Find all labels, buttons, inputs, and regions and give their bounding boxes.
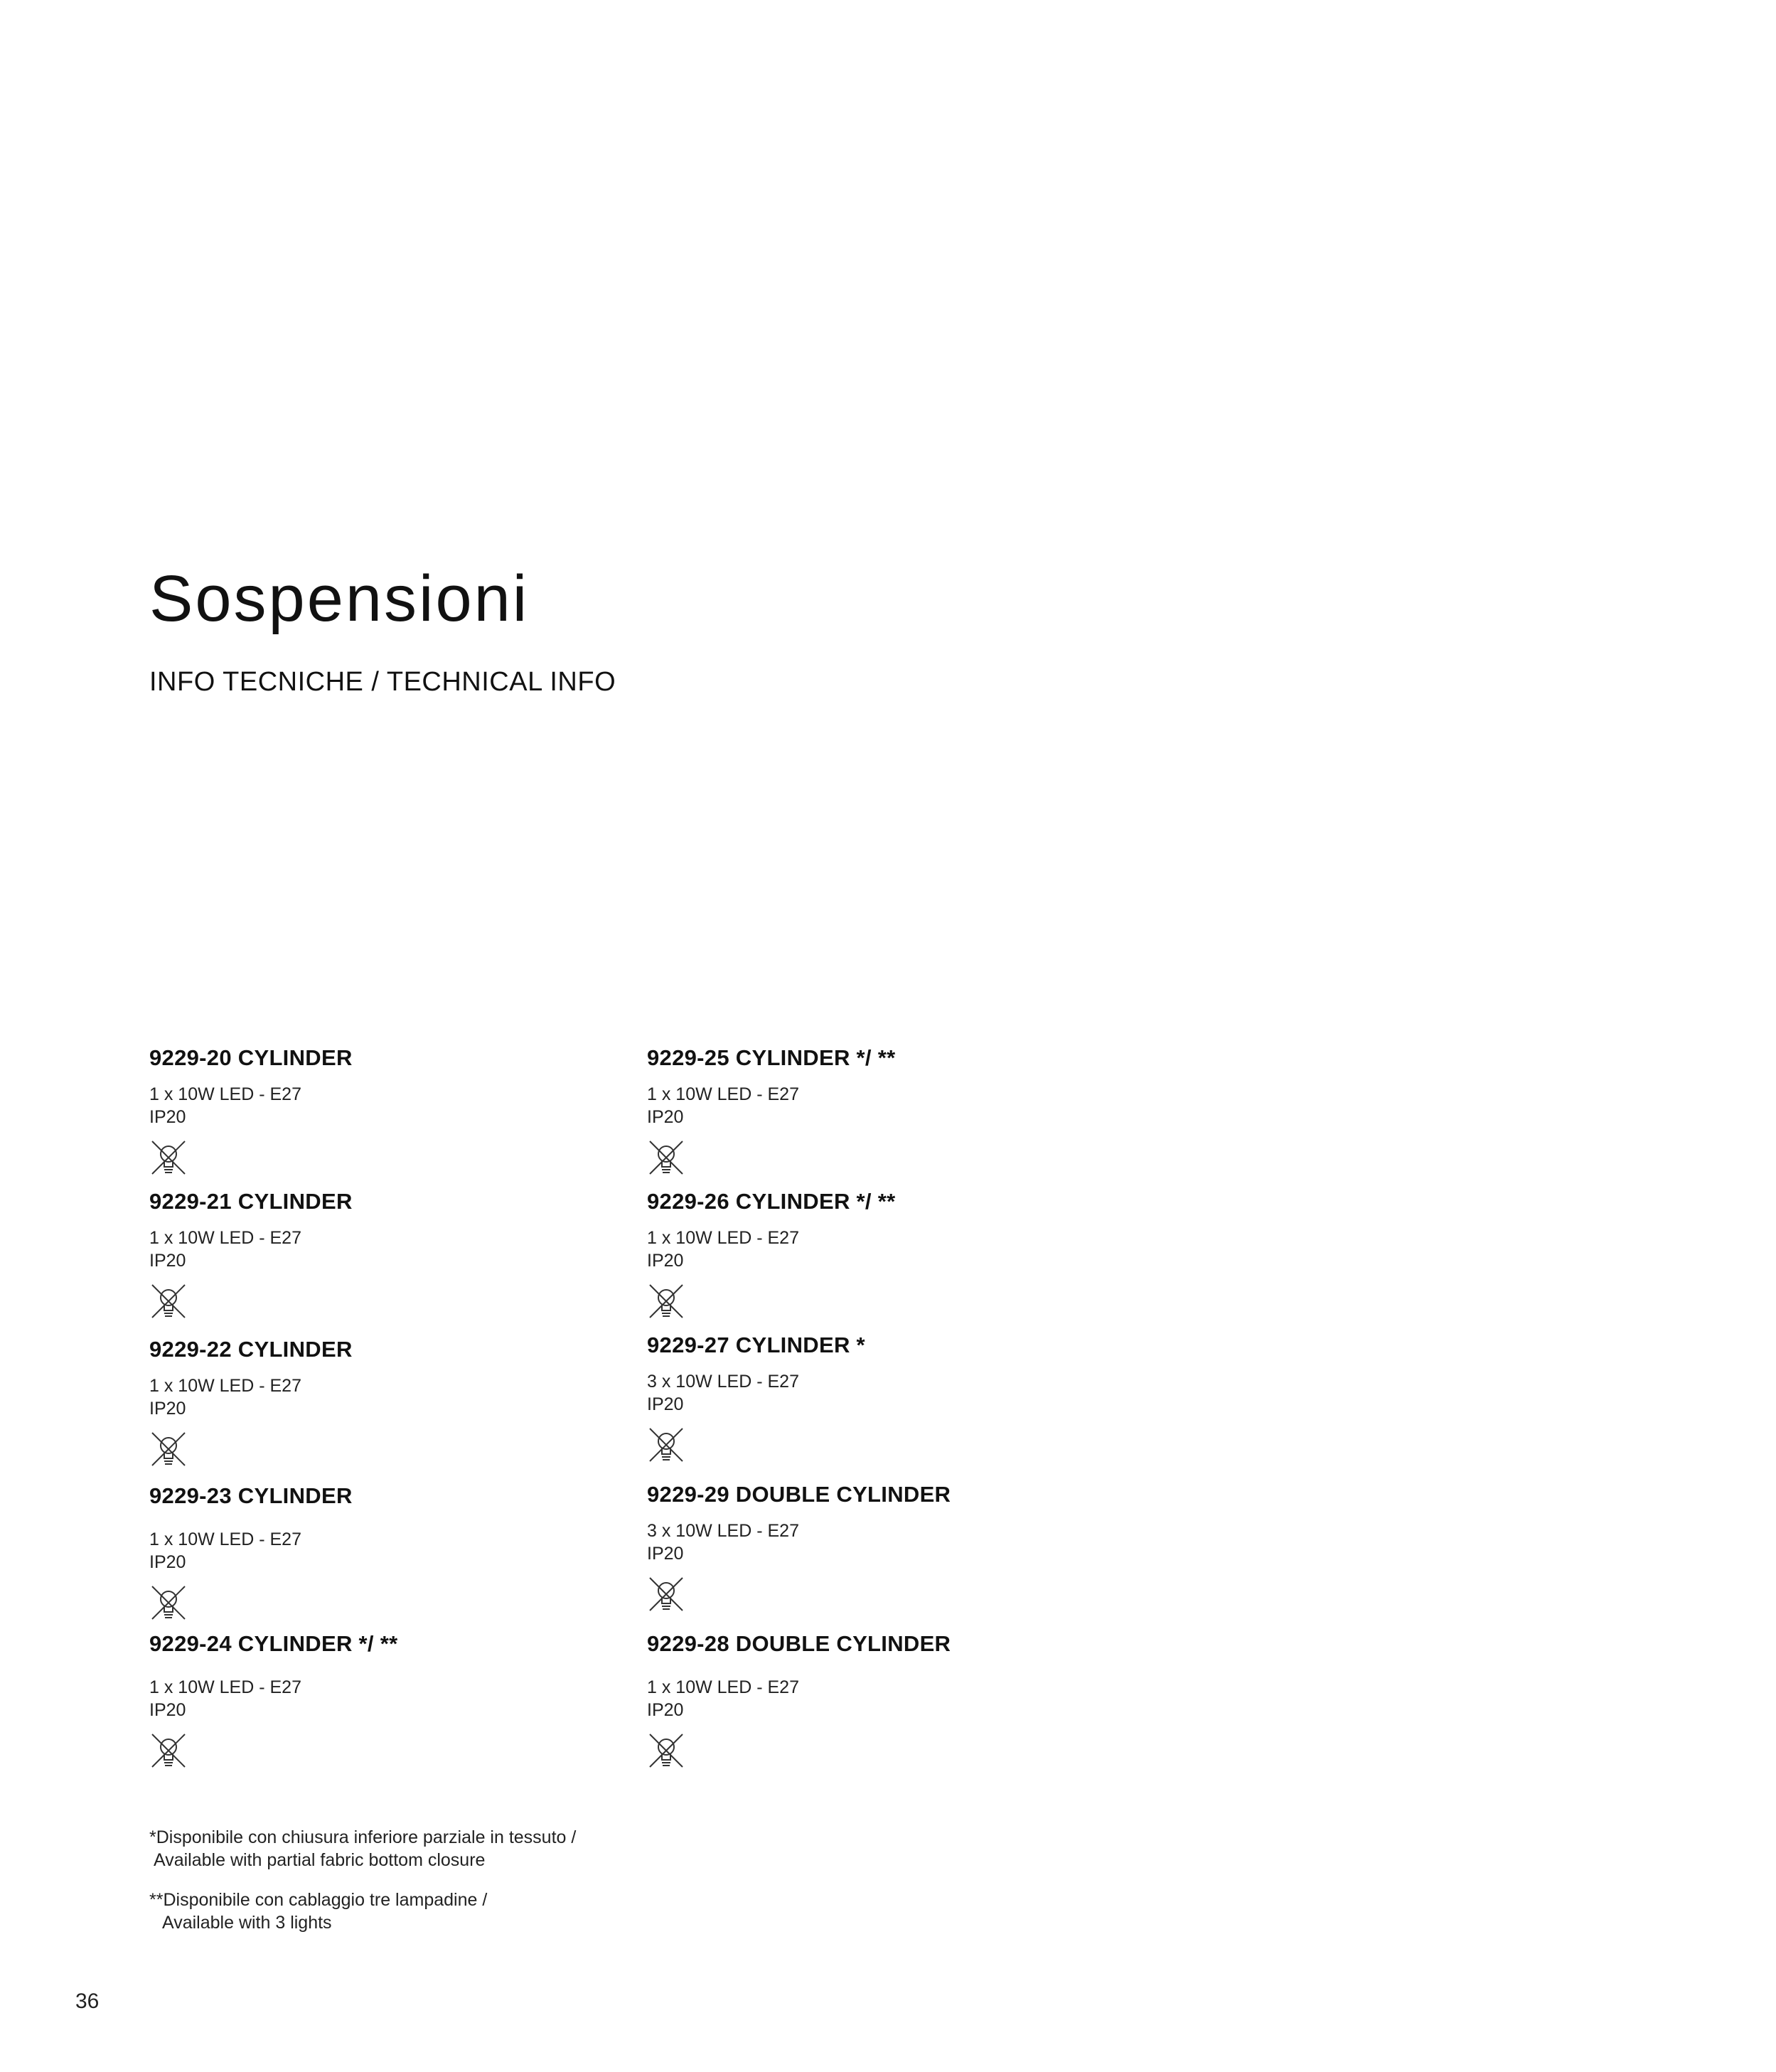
product-power: 1 x 10W LED - E27 [149, 1084, 301, 1104]
product-name: 9229-27 CYLINDER * [647, 1333, 865, 1357]
no-halogen-bulb-icon [149, 1731, 188, 1770]
no-halogen-bulb-icon [647, 1731, 685, 1770]
footnote-line: **Disponibile con cablaggio tre lampadine / [149, 1890, 488, 1910]
product-entry [647, 1334, 1130, 1464]
no-halogen-bulb-icon [647, 1138, 685, 1177]
product-entry [149, 1047, 633, 1177]
product-power: 1 x 10W LED - E27 [149, 1228, 301, 1248]
footnote-line: Available with 3 lights [162, 1913, 332, 1933]
footnotes [149, 1826, 789, 1951]
product-power: 1 x 10W LED - E27 [647, 1228, 799, 1248]
product-name: 9229-21 CYLINDER [149, 1189, 353, 1214]
page-title: Sospensioni [149, 562, 530, 635]
product-entry [149, 1633, 633, 1770]
no-halogen-bulb-icon [149, 1584, 188, 1622]
product-name: 9229-28 DOUBLE CYLINDER [647, 1631, 951, 1656]
product-power: 1 x 10W LED - E27 [647, 1084, 799, 1104]
no-halogen-bulb-icon [647, 1575, 685, 1613]
no-halogen-bulb-icon [149, 1282, 188, 1320]
no-halogen-bulb-icon [647, 1282, 685, 1320]
product-entry [149, 1485, 633, 1622]
product-power: 1 x 10W LED - E27 [149, 1376, 301, 1396]
product-power: 1 x 10W LED - E27 [149, 1529, 301, 1549]
product-ip-rating: IP20 [149, 1552, 186, 1572]
page-number: 36 [75, 1990, 100, 2013]
footnote-line: *Disponibile con chiusura inferiore parziale in tessuto / [149, 1827, 577, 1847]
product-ip-rating: IP20 [149, 1251, 186, 1271]
product-name: 9229-22 CYLINDER [149, 1337, 353, 1362]
product-entry [647, 1047, 1130, 1177]
product-name: 9229-20 CYLINDER [149, 1045, 353, 1070]
product-entry [647, 1633, 1130, 1770]
product-ip-rating: IP20 [149, 1399, 186, 1419]
product-name: 9229-29 DOUBLE CYLINDER [647, 1482, 951, 1507]
no-halogen-bulb-icon [149, 1138, 188, 1177]
page-subtitle: INFO TECNICHE / TECHNICAL INFO [149, 667, 616, 697]
product-power: 3 x 10W LED - E27 [647, 1521, 799, 1541]
product-entry [647, 1190, 1130, 1320]
product-entry [149, 1190, 633, 1320]
product-name: 9229-23 CYLINDER [149, 1483, 353, 1508]
no-halogen-bulb-icon [149, 1430, 188, 1468]
product-ip-rating: IP20 [647, 1107, 684, 1127]
product-ip-rating: IP20 [647, 1544, 684, 1564]
product-power: 1 x 10W LED - E27 [647, 1677, 799, 1697]
footnote [149, 1889, 789, 1934]
product-name: 9229-25 CYLINDER */ ** [647, 1045, 896, 1070]
product-ip-rating: IP20 [149, 1107, 186, 1127]
product-name: 9229-26 CYLINDER */ ** [647, 1189, 896, 1214]
product-ip-rating: IP20 [647, 1251, 684, 1271]
product-ip-rating: IP20 [647, 1700, 684, 1720]
footnote [149, 1826, 789, 1871]
footnote-line: Available with partial fabric bottom closure [154, 1850, 486, 1870]
no-halogen-bulb-icon [647, 1426, 685, 1464]
product-ip-rating: IP20 [647, 1394, 684, 1414]
product-power: 3 x 10W LED - E27 [647, 1372, 799, 1392]
product-ip-rating: IP20 [149, 1700, 186, 1720]
product-name: 9229-24 CYLINDER */ ** [149, 1631, 398, 1656]
product-power: 1 x 10W LED - E27 [149, 1677, 301, 1697]
product-entry [647, 1483, 1130, 1613]
product-entry [149, 1338, 633, 1468]
